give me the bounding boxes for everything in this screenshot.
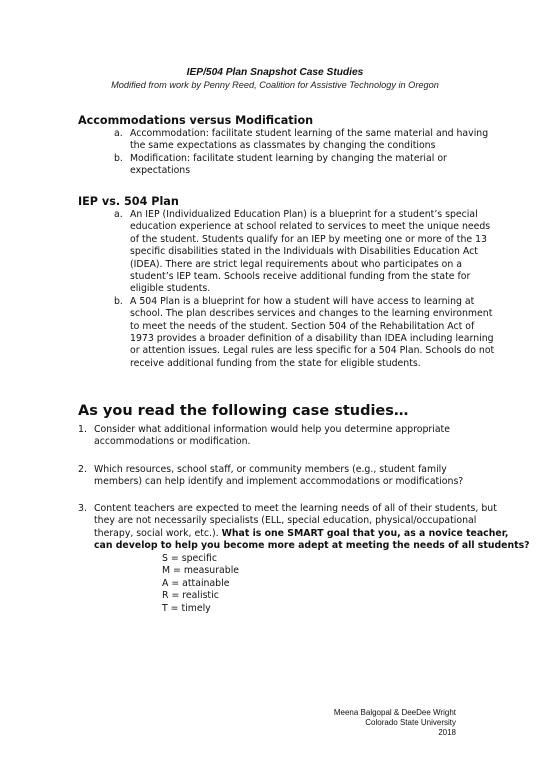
list-item-line: receive additional funding from the state for eligible students. — [130, 357, 421, 369]
list-marker: b. — [114, 152, 123, 164]
list-item-line: expectations — [130, 165, 191, 177]
list-item-line — [94, 540, 530, 552]
list-item-line: members) can help identify and implement accommodations or modifications? — [94, 476, 464, 488]
smart-item: A = attainable — [162, 577, 230, 589]
list-item — [78, 503, 530, 553]
heading-accommodations-vs-modification: Accommodations versus Modification — [78, 114, 314, 127]
question-3 — [78, 503, 530, 553]
accommodation-list — [114, 128, 489, 178]
heading-case-studies: As you read the following case studies… — [78, 403, 409, 419]
footer-authors: Meena Balgopal & DeeDee Wright — [333, 708, 456, 717]
document-title: IEP/504 Plan Snapshot Case Studies — [186, 67, 364, 78]
list-item-line: to meet the needs of the student. Section 504 of the Rehabilitation Act of — [130, 320, 475, 332]
question-2 — [78, 464, 464, 489]
list-item-line: or attention issues. Legal rules are less specific for a 504 Plan. Schools do not — [130, 345, 495, 357]
footer-year: 2018 — [438, 728, 456, 737]
list-item-line: Consider what additional information would help you determine appropriate — [94, 424, 450, 435]
heading-iep-vs-504: IEP vs. 504 Plan — [78, 195, 179, 208]
page-header — [0, 66, 550, 91]
list-marker: a. — [114, 128, 123, 139]
list-marker: 1. — [78, 424, 87, 435]
list-item-line: Modification: facilitate student learning by changing the material or — [130, 152, 447, 164]
list-item-line: the same expectations as classmates by changing the conditions — [130, 140, 436, 152]
list-item-line: eligible students. — [130, 283, 211, 295]
list-item-text: therapy, social work, etc.). — [94, 527, 219, 539]
smart-item: R = realistic — [162, 590, 219, 602]
document-subtitle: Modified from work by Penny Reed, Coalition for Assistive Technology in Oregon — [111, 80, 439, 90]
question-1 — [78, 424, 450, 449]
list-item-line: (IDEA). There are strict legal requirements about who participates on a — [130, 258, 463, 270]
list-item-line: A 504 Plan is a blueprint for how a student will have access to learning at — [130, 295, 475, 307]
smart-goal-question: What is one SMART goal that you, as a novice teacher, — [221, 527, 509, 539]
page-footer — [334, 708, 456, 738]
iep-504-list — [114, 209, 495, 370]
list-item — [78, 464, 464, 489]
list-item — [114, 152, 488, 178]
smart-item: S = specific — [162, 553, 218, 564]
list-item-line: 1973 provides a broader definition of a disability than IDEA including learning — [130, 333, 494, 345]
list-item-line: Accommodation: facilitate student learning of the same material and having — [130, 128, 489, 139]
list-item — [114, 295, 495, 370]
list-marker: a. — [114, 209, 123, 220]
list-item-line: Content teachers are expected to meet the learning needs of all of their students, but — [94, 503, 497, 514]
list-item-line: An IEP (Individualized Education Plan) is a blueprint for a student’s special — [130, 209, 478, 220]
list-item — [78, 424, 450, 449]
list-item-line: accommodations or modification. — [94, 436, 251, 448]
list-item — [114, 128, 489, 153]
list-item-line: Which resources, school staff, or community members (e.g., student family — [94, 464, 447, 475]
list-item — [114, 209, 494, 296]
list-item-line: of the student. Students qualify for an IEP by meeting one or more of the 13 — [130, 233, 487, 245]
list-item-line: education experience at school related to services to meet the unique needs — [130, 221, 491, 233]
smart-item: T = timely — [162, 602, 211, 614]
list-marker: 3. — [78, 503, 87, 514]
list-item-line: specific disabilities stated in the Individuals with Disabilities Education Act — [130, 246, 478, 258]
smart-goal-question-cont: can develop to help you become more adept at meeting the needs of all students? — [94, 540, 530, 552]
list-item-line — [94, 528, 530, 540]
footer-university: Colorado State University — [365, 718, 456, 727]
smart-item: M = measurable — [162, 565, 240, 577]
smart-definition-list — [162, 553, 239, 615]
list-item-line: student’s IEP team. Schools receive additional funding from the state for — [130, 271, 471, 283]
list-marker: 2. — [78, 464, 87, 475]
list-item-line: school. The plan describes services and changes to the learning environment — [130, 308, 493, 320]
list-marker: b. — [114, 295, 123, 307]
list-item-line: they are not necessarily specialists (ELL, special education, physical/occupational — [94, 515, 477, 527]
